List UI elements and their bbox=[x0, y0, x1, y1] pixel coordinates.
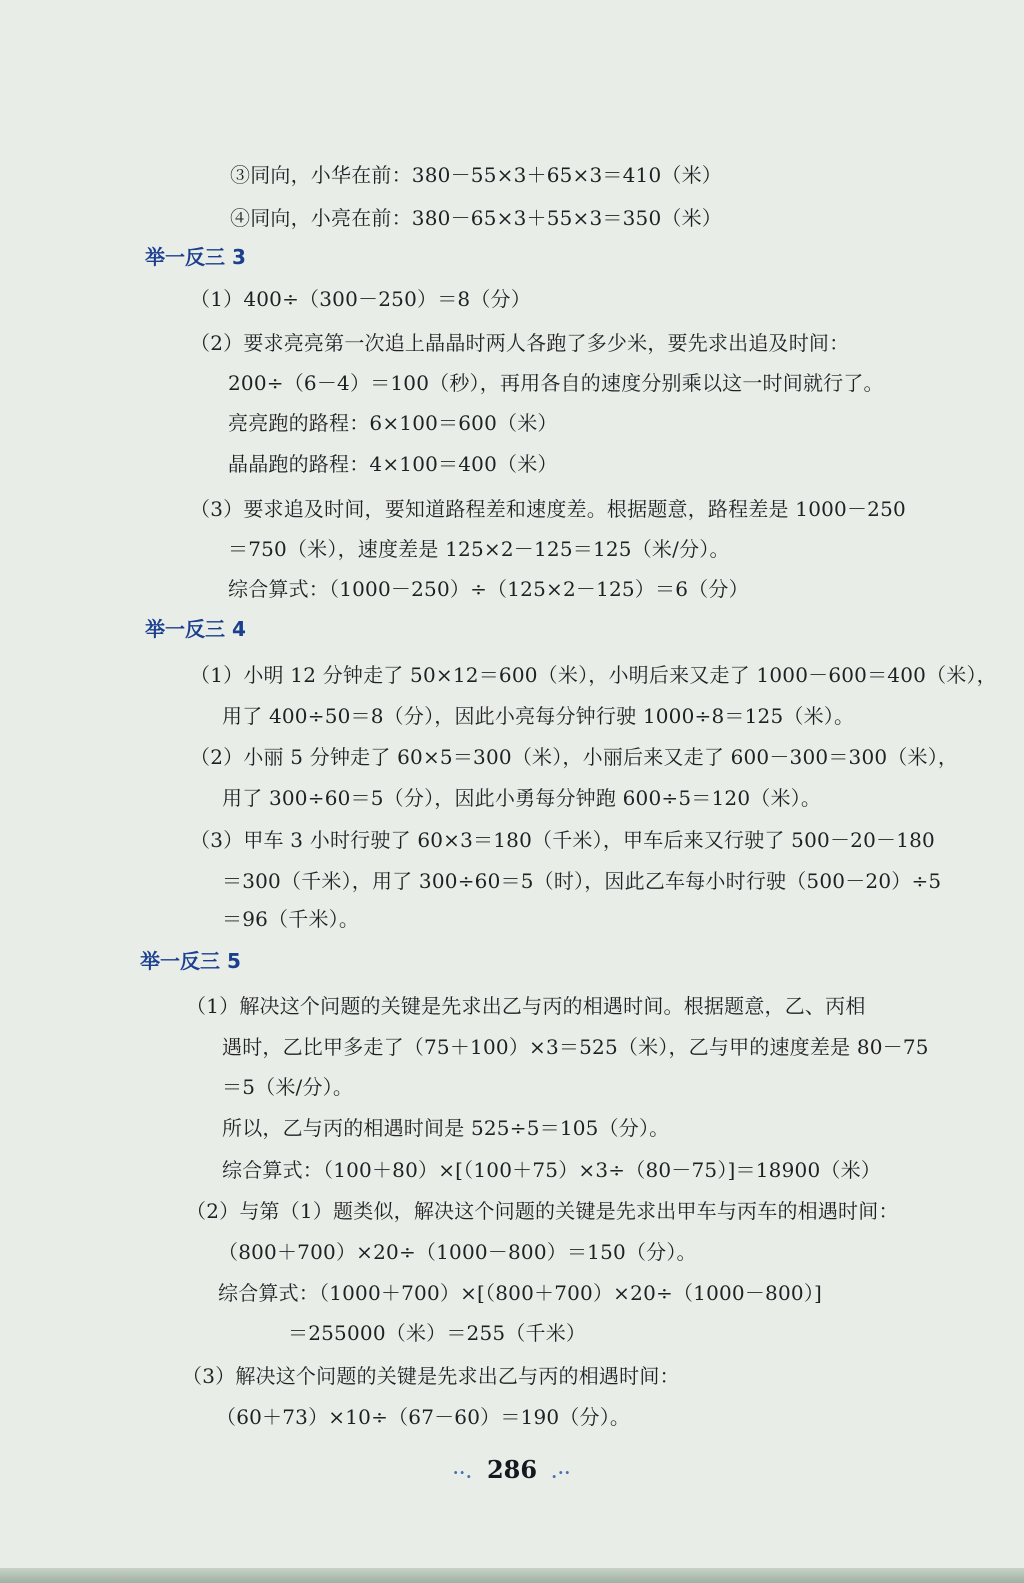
text-line: 综合算式：（1000＋700）×[（800＋700）×20÷（1000－800）] bbox=[218, 1281, 823, 1305]
text-line: （60＋73）×10÷（67－60）＝190（分）。 bbox=[216, 1405, 631, 1429]
text-line: （1）解决这个问题的关键是先求出乙与丙的相遇时间。根据题意，乙、丙相 bbox=[186, 994, 866, 1018]
text-line: 所以，乙与丙的相遇时间是 525÷5＝105（分）。 bbox=[222, 1116, 670, 1140]
text-line: 综合算式：（100＋80）×[（100＋75）×3÷（80－75）]＝18900（米） bbox=[222, 1158, 881, 1182]
text-line: 综合算式：（1000－250）÷（125×2－125）＝6（分） bbox=[228, 577, 749, 601]
section-heading: 举一反三 4 bbox=[145, 617, 246, 641]
page-number: 286 bbox=[486, 1455, 538, 1484]
text-line: （800＋700）×20÷（1000－800）＝150（分）。 bbox=[218, 1240, 697, 1264]
text-line: 用了 400÷50＝8（分），因此小亮每分钟行驶 1000÷8＝125（米）。 bbox=[222, 704, 855, 728]
decorative-dots-left: ··. bbox=[452, 1463, 473, 1482]
text-line: ＝255000（米）＝255（千米） bbox=[288, 1321, 587, 1345]
text-line: （3）甲车 3 小时行驶了 60×3＝180（千米），甲车后来又行驶了 500－20－180 bbox=[190, 828, 935, 852]
text-line: ③同向，小华在前：380－55×3＋65×3＝410（米） bbox=[230, 163, 723, 187]
section-heading: 举一反三 3 bbox=[145, 245, 246, 269]
text-line: ＝300（千米），用了 300÷60＝5（时），因此乙车每小时行驶（500－20）÷5 bbox=[222, 869, 942, 893]
text-line: 200÷（6－4）＝100（秒），再用各自的速度分别乘以这一时间就行了。 bbox=[228, 371, 884, 395]
text-line: 亮亮跑的路程：6×100＝600（米） bbox=[228, 411, 558, 435]
text-line: 用了 300÷60＝5（分），因此小勇每分钟跑 600÷5＝120（米）。 bbox=[222, 786, 822, 810]
text-line: （3）解决这个问题的关键是先求出乙与丙的相遇时间： bbox=[182, 1364, 680, 1388]
text-line: 晶晶跑的路程：4×100＝400（米） bbox=[228, 452, 558, 476]
decorative-dots-right: .·· bbox=[551, 1463, 572, 1482]
text-line: （3）要求追及时间，要知道路程差和速度差。根据题意，路程差是 1000－250 bbox=[190, 497, 906, 521]
page-footer bbox=[0, 1455, 1024, 1484]
page-bottom-edge bbox=[0, 1568, 1024, 1583]
text-line: （1）400÷（300－250）＝8（分） bbox=[190, 287, 531, 311]
text-line: ＝750（米），速度差是 125×2－125＝125（米/分）。 bbox=[228, 537, 730, 561]
section-heading: 举一反三 5 bbox=[140, 949, 241, 973]
text-line: ＝5（米/分）。 bbox=[222, 1075, 354, 1099]
text-line: （2）与第（1）题类似，解决这个问题的关键是先求出甲车与丙车的相遇时间： bbox=[186, 1199, 899, 1223]
text-line: （1）小明 12 分钟走了 50×12＝600（米），小明后来又走了 1000－600＝400（米）， bbox=[190, 663, 997, 687]
text-line: ＝96（千米）。 bbox=[222, 907, 360, 931]
text-line: （2）小丽 5 分钟走了 60×5＝300（米），小丽后来又走了 600－300＝300（米）， bbox=[190, 745, 959, 769]
text-line: （2）要求亮亮第一次追上晶晶时两人各跑了多少米，要先求出追及时间： bbox=[190, 331, 850, 355]
text-line: ④同向，小亮在前：380－65×3＋55×3＝350（米） bbox=[230, 206, 723, 230]
text-line: 遇时，乙比甲多走了（75＋100）×3＝525（米），乙与甲的速度差是 80－75 bbox=[222, 1035, 929, 1059]
